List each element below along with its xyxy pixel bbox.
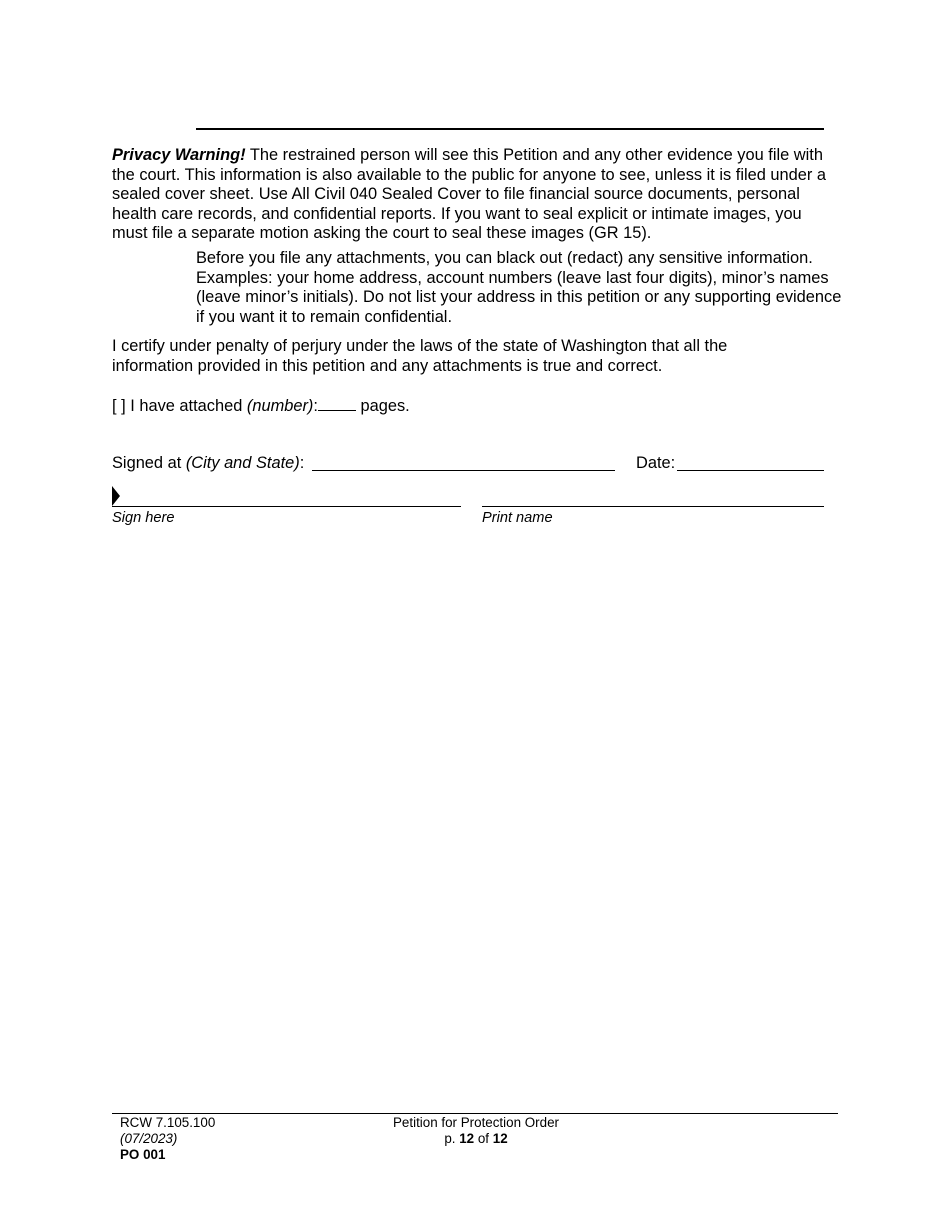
sign-here-label: Sign here (112, 510, 175, 526)
redact-note: Before you file any attachments, you can black out (redact) any sensitive information. Examples: your home address, account numbers (leave last four digits), minor’s names (leave minor’s initials). Do not list your address in this petition or any supporting evidence if you want it to remain confidential. (196, 249, 842, 326)
footer-page-total: 12 (492, 1131, 508, 1146)
signed-at-italic: (City and State) (185, 454, 300, 472)
footer-title: Petition for Protection Order (393, 1115, 559, 1130)
attached-prefix: I have attached (125, 397, 247, 415)
privacy-warning-heading: Privacy Warning! (112, 146, 246, 164)
footer-page-number (376, 1131, 576, 1147)
sign-here-arrow-icon (112, 486, 120, 506)
print-name-field[interactable] (482, 506, 824, 507)
footer-date: (07/2023) (120, 1131, 178, 1146)
date-label: Date: (636, 454, 676, 472)
footer-page-prefix: p. (444, 1131, 460, 1146)
date-field[interactable] (677, 470, 824, 471)
attached-number-label: (number) (246, 397, 314, 415)
privacy-warning-paragraph (112, 146, 838, 244)
footer-rcw: RCW 7.105.100 (120, 1115, 216, 1130)
attached-number-field[interactable] (318, 396, 356, 411)
signed-at-label (112, 454, 304, 474)
certify-statement: I certify under penalty of perjury under the laws of the state of Washington that all the information provided in this petition and any attachments is true and correct. (112, 337, 728, 375)
signed-at-colon: : (299, 454, 305, 472)
attached-checkbox[interactable]: [ ] (112, 397, 126, 415)
privacy-warning-text: The restrained person will see this Petition and any other evidence you file with the court. This information is also available to the public for anyone to see, unless it is filed under a sealed cover sheet. Use All Civil 040 Sealed Cover to file financial source documents, personal health care records, and confidential reports. If you want to seal explicit or intimate images, you must file a separate motion asking the court to seal these images (GR 15). (112, 146, 827, 243)
footer-left (120, 1115, 215, 1163)
footer-page-current: 12 (459, 1131, 475, 1146)
footer-center (376, 1115, 576, 1147)
print-name-label: Print name (482, 510, 553, 526)
top-rule (196, 128, 824, 130)
signature-field[interactable] (112, 506, 461, 507)
attached-pages-line (112, 396, 612, 417)
city-state-field[interactable] (312, 470, 615, 471)
attached-suffix: pages. (355, 397, 410, 415)
signed-at-text: Signed at (112, 454, 186, 472)
footer-form-id: PO 001 (120, 1147, 166, 1162)
footer-page-of: of (474, 1131, 493, 1146)
attached-colon: : (313, 397, 318, 415)
footer-rule (112, 1113, 838, 1114)
